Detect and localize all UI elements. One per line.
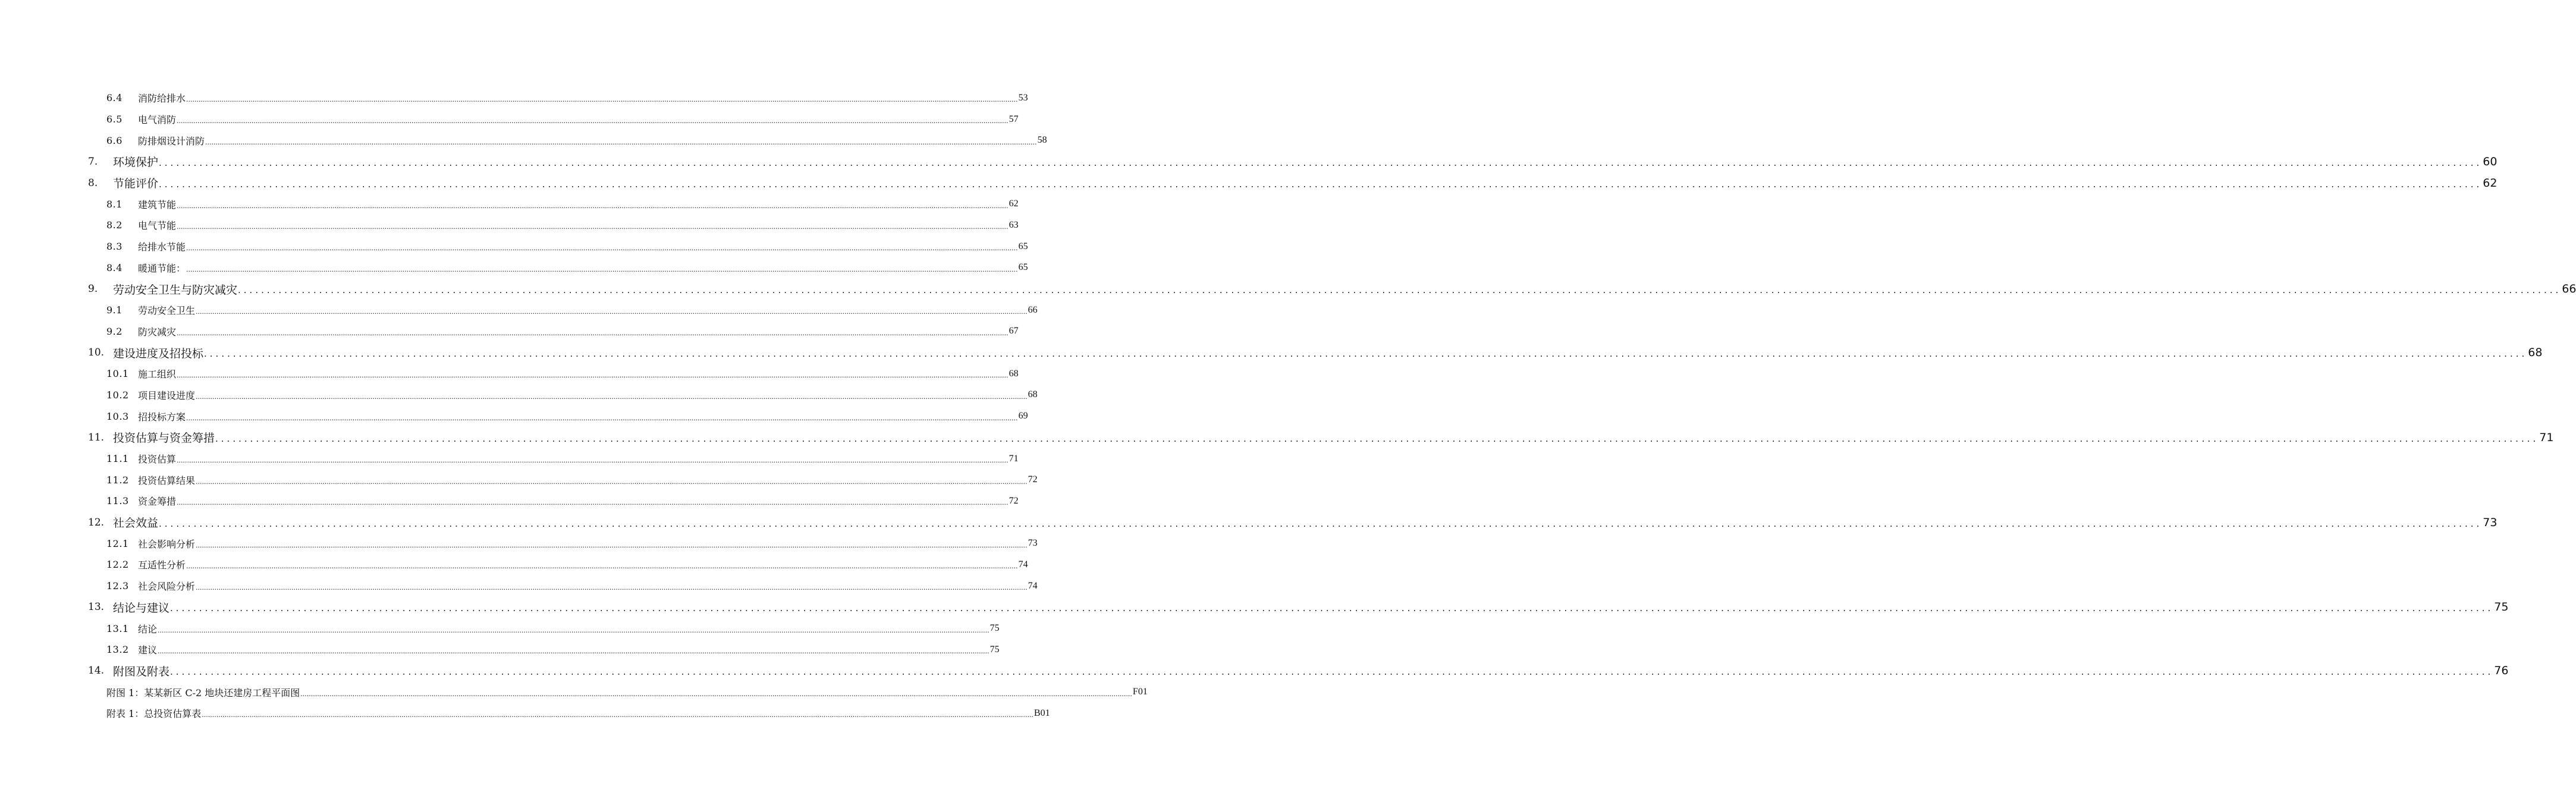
toc-dot-leader: ................................................................................................................................................................................................................................................................................................................................................................................................................ <box>186 96 1018 104</box>
toc-entry-title: 互适性分析 <box>138 559 186 571</box>
toc-dot-leader: ................................................................................................................................................................................................................................................................................................................................................................................................................ <box>196 477 1028 486</box>
toc-dot-leader: ................................................................................................................................................................................................................................................................................................................................................................................................................ <box>170 603 2494 614</box>
toc-entry-number: 13.2 <box>106 644 129 656</box>
toc-entry-number: 12. <box>88 516 105 529</box>
toc-entry-number: 10.3 <box>106 410 129 422</box>
toc-entry-title: 投资估算 <box>138 454 177 465</box>
toc-entry[interactable] <box>0 448 1019 470</box>
toc-dot-leader: ................................................................................................................................................................................................................................................................................................................................................................................................................ <box>186 562 1018 571</box>
toc-entry[interactable] <box>0 215 1019 236</box>
toc-dot-leader: ................................................................................................................................................................................................................................................................................................................................................................................................................ <box>177 499 1009 507</box>
toc-entry[interactable] <box>0 236 1028 257</box>
toc-entry-title: 节能评价 <box>113 177 159 191</box>
toc-entry[interactable] <box>0 554 1028 575</box>
toc-entry-page: 74 <box>1018 559 1028 570</box>
toc-entry-number: 10. <box>88 347 105 359</box>
toc-entry-number: 13.1 <box>106 622 129 634</box>
toc-entry-number: 8.2 <box>106 219 122 231</box>
toc-entry-title: 防灾减灾 <box>138 326 177 338</box>
toc-entry[interactable] <box>0 87 1028 109</box>
toc-entry[interactable] <box>0 703 1050 724</box>
toc-entry-title: 施工组织 <box>138 369 177 380</box>
toc-entry-number: 11.3 <box>106 495 129 507</box>
toc-dot-leader: ................................................................................................................................................................................................................................................................................................................................................................................................................ <box>177 457 1009 465</box>
toc-entry-number: 7. <box>88 155 98 168</box>
toc-entry-page: 75 <box>2494 600 2509 614</box>
toc-entry-number: 14. <box>88 665 105 677</box>
toc-entry-title: 附图 1：某某新区 C-2 地块还建房工程平面图 <box>106 687 300 699</box>
toc-dot-leader: ................................................................................................................................................................................................................................................................................................................................................................................................................ <box>170 666 2494 678</box>
toc-entry-page: 72 <box>1028 474 1038 485</box>
table-of-contents <box>0 87 2576 724</box>
toc-entry-title: 附表 1：总投资估算表 <box>106 708 202 720</box>
toc-entry-title: 电气节能 <box>138 220 177 232</box>
toc-entry-page: 63 <box>1009 219 1019 230</box>
toc-entry[interactable] <box>0 300 1038 321</box>
toc-entry-page: 72 <box>1009 495 1019 506</box>
toc-dot-leader: ................................................................................................................................................................................................................................................................................................................................................................................................................ <box>159 157 2483 168</box>
toc-dot-leader: ................................................................................................................................................................................................................................................................................................................................................................................................................ <box>177 372 1009 380</box>
toc-dot-leader: ................................................................................................................................................................................................................................................................................................................................................................................................................ <box>205 138 1037 146</box>
toc-entry-title: 投资估算结果 <box>138 474 196 486</box>
toc-entry-title: 结论与建议 <box>113 601 170 615</box>
toc-entry-page: 68 <box>1028 389 1038 400</box>
toc-entry-page: 53 <box>1018 92 1028 103</box>
toc-dot-leader: ................................................................................................................................................................................................................................................................................................................................................................................................................ <box>158 626 989 634</box>
toc-entry-number: 8.1 <box>106 198 122 210</box>
toc-entry-title: 社会影响分析 <box>138 538 196 550</box>
toc-entry-page: 73 <box>2483 515 2498 529</box>
toc-entry-page: 68 <box>1009 368 1019 379</box>
toc-entry-page: 76 <box>2494 664 2509 678</box>
toc-entry[interactable] <box>0 257 1028 279</box>
toc-entry[interactable] <box>0 575 1038 597</box>
toc-entry-title: 建议 <box>138 644 158 656</box>
toc-entry-page: 75 <box>989 623 1000 634</box>
toc-dot-leader: ................................................................................................................................................................................................................................................................................................................................................................................................................ <box>177 202 1009 210</box>
toc-dot-leader: ................................................................................................................................................................................................................................................................................................................................................................................................................ <box>177 223 1009 231</box>
toc-entry[interactable] <box>0 363 1019 385</box>
toc-entry[interactable] <box>0 130 1047 151</box>
toc-entry-title: 招投标方案 <box>138 411 186 423</box>
toc-entry-title: 消防给排水 <box>138 93 186 105</box>
toc-dot-leader: ................................................................................................................................................................................................................................................................................................................................................................................................................ <box>196 392 1028 401</box>
toc-entry-page: 67 <box>1009 326 1019 336</box>
toc-entry[interactable] <box>0 490 1019 512</box>
toc-entry-title: 劳动安全卫生与防灾减灾 <box>113 283 238 297</box>
toc-entry[interactable] <box>0 321 1019 342</box>
toc-entry[interactable] <box>0 405 1028 427</box>
toc-entry[interactable] <box>0 342 2543 363</box>
toc-entry-number: 12.3 <box>106 580 129 592</box>
toc-entry[interactable] <box>0 151 2498 172</box>
toc-entry[interactable] <box>0 533 1038 554</box>
toc-dot-leader: ................................................................................................................................................................................................................................................................................................................................................................................................................ <box>158 647 989 656</box>
toc-entry-title: 附图及附表 <box>113 665 170 678</box>
toc-entry[interactable] <box>0 172 2498 194</box>
toc-dot-leader: ................................................................................................................................................................................................................................................................................................................................................................................................................ <box>196 541 1028 549</box>
toc-entry-page: 62 <box>1009 199 1019 209</box>
toc-entry-page: 65 <box>1018 241 1028 251</box>
toc-entry-page: 75 <box>989 644 1000 655</box>
toc-entry-title: 资金筹措 <box>138 496 177 508</box>
toc-dot-leader: ................................................................................................................................................................................................................................................................................................................................................................................................................ <box>204 348 2528 360</box>
toc-entry-page: 69 <box>1018 411 1028 421</box>
toc-dot-leader: ................................................................................................................................................................................................................................................................................................................................................................................................................ <box>177 329 1009 337</box>
toc-dot-leader: ................................................................................................................................................................................................................................................................................................................................................................................................................ <box>196 308 1028 316</box>
toc-entry-title: 建筑节能 <box>138 199 177 210</box>
toc-entry-number: 6.5 <box>106 114 122 125</box>
toc-entry-title: 电气消防 <box>138 114 177 126</box>
toc-dot-leader: ................................................................................................................................................................................................................................................................................................................................................................................................................ <box>202 711 1033 719</box>
toc-entry-number: 12.1 <box>106 537 129 549</box>
toc-entry-title: 暖通节能： <box>138 262 186 274</box>
toc-dot-leader: ................................................................................................................................................................................................................................................................................................................................................................................................................ <box>186 414 1018 422</box>
toc-entry-page: 66 <box>1028 304 1038 315</box>
toc-dot-leader: ................................................................................................................................................................................................................................................................................................................................................................................................................ <box>238 285 2562 296</box>
toc-entry[interactable] <box>0 427 2554 448</box>
toc-entry[interactable] <box>0 681 1148 703</box>
toc-entry-page: 58 <box>1037 135 1047 146</box>
toc-entry-number: 11.2 <box>106 474 129 486</box>
toc-entry-title: 防排烟设计消防 <box>138 135 205 147</box>
toc-dot-leader: ................................................................................................................................................................................................................................................................................................................................................................................................................ <box>177 117 1009 125</box>
toc-entry-page: 62 <box>2483 176 2498 190</box>
toc-entry-number: 8.4 <box>106 262 122 273</box>
toc-entry-title: 劳动安全卫生 <box>138 305 196 317</box>
toc-dot-leader: ................................................................................................................................................................................................................................................................................................................................................................................................................ <box>186 244 1018 253</box>
toc-entry-number: 9.1 <box>106 304 122 316</box>
toc-entry-title: 项目建设进度 <box>138 389 196 401</box>
toc-dot-leader: ................................................................................................................................................................................................................................................................................................................................................................................................................ <box>159 178 2483 190</box>
toc-entry-page: 66 <box>2562 282 2576 296</box>
toc-dot-leader: ................................................................................................................................................................................................................................................................................................................................................................................................................ <box>215 433 2539 444</box>
toc-entry-number: 8.3 <box>106 241 122 253</box>
toc-entry-number: 11.1 <box>106 453 129 465</box>
toc-entry-page: 65 <box>1018 262 1028 273</box>
toc-dot-leader: ................................................................................................................................................................................................................................................................................................................................................................................................................ <box>159 518 2483 529</box>
toc-entry[interactable] <box>0 193 1019 215</box>
toc-entry-page: 60 <box>2483 155 2498 168</box>
toc-entry[interactable] <box>0 512 2498 533</box>
toc-entry-number: 6.4 <box>106 92 122 104</box>
toc-entry-number: 9. <box>88 283 98 295</box>
toc-entry[interactable] <box>0 278 2576 300</box>
toc-entry-number: 8. <box>88 177 98 189</box>
toc-entry[interactable] <box>0 618 1000 639</box>
toc-entry[interactable] <box>0 469 1038 490</box>
toc-entry-page: 68 <box>2528 346 2543 360</box>
toc-entry-title: 社会风险分析 <box>138 581 196 593</box>
toc-entry-page: 71 <box>1009 453 1019 464</box>
toc-entry-number: 10.2 <box>106 389 129 401</box>
toc-entry-number: 13. <box>88 601 105 614</box>
toc-entry-page: 74 <box>1028 580 1038 591</box>
toc-entry-number: 12.2 <box>106 559 129 571</box>
toc-entry[interactable] <box>0 109 1019 130</box>
toc-dot-leader: ................................................................................................................................................................................................................................................................................................................................................................................................................ <box>196 584 1028 592</box>
toc-entry-number: 11. <box>88 431 105 443</box>
toc-entry-page: 73 <box>1028 538 1038 549</box>
toc-dot-leader: ................................................................................................................................................................................................................................................................................................................................................................................................................ <box>186 265 1018 273</box>
toc-entry-title: 给排水节能 <box>138 241 186 253</box>
toc-entry-title: 投资估算与资金筹措 <box>113 432 215 445</box>
toc-entry-page: B01 <box>1033 707 1050 718</box>
toc-entry-number: 10.1 <box>106 368 129 380</box>
toc-entry[interactable] <box>0 385 1038 406</box>
toc-entry-page: 57 <box>1009 114 1019 124</box>
toc-entry-number: 9.2 <box>106 325 122 337</box>
toc-entry-page: 71 <box>2539 430 2554 444</box>
toc-entry[interactable] <box>0 660 2509 682</box>
toc-entry-title: 结论 <box>138 623 158 635</box>
toc-entry[interactable] <box>0 597 2509 618</box>
toc-entry-title: 环境保护 <box>113 156 159 169</box>
toc-entry[interactable] <box>0 639 1000 660</box>
toc-entry-page: F01 <box>1132 687 1148 697</box>
toc-entry-title: 建设进度及招投标 <box>113 347 204 360</box>
toc-dot-leader: ................................................................................................................................................................................................................................................................................................................................................................................................................ <box>300 690 1132 698</box>
toc-entry-number: 6.6 <box>106 134 122 146</box>
toc-entry-title: 社会效益 <box>113 517 159 530</box>
